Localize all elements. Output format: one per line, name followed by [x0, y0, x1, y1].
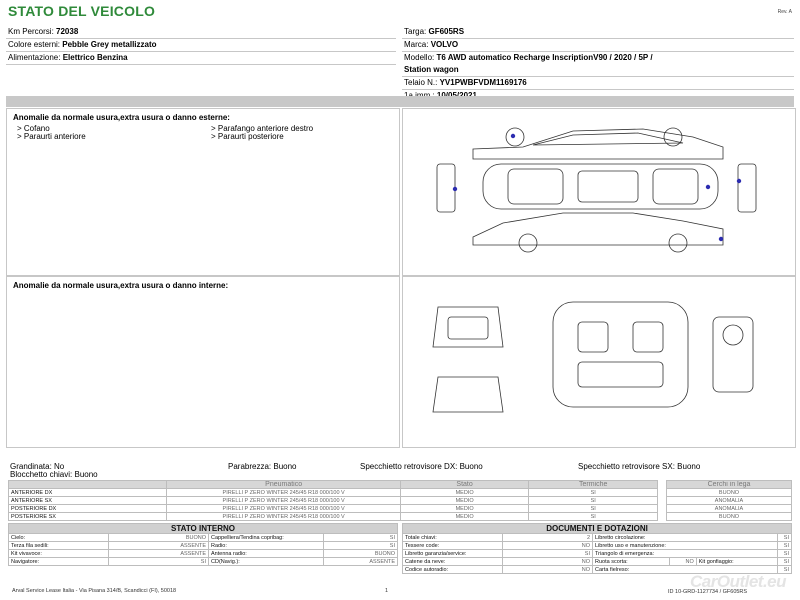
field-value: SI: [503, 550, 593, 558]
rim-state: BUONO: [667, 513, 792, 521]
field-label: Radio:: [209, 542, 324, 550]
table-header-row: [9, 481, 658, 489]
field-value: SI: [777, 566, 791, 574]
tire-model: PIRELLI P ZERO WINTER 245/45 R18 000/100 V: [167, 505, 400, 513]
field-value: NO: [503, 566, 593, 574]
hail-status: Grandinata: No: [10, 462, 65, 471]
info-row-plate: [402, 26, 794, 39]
info-row-brand: [402, 39, 794, 52]
tire-state: MEDIO: [400, 489, 528, 497]
external-damage-panel: [6, 108, 400, 276]
tire-position: ANTERIORE DX: [9, 489, 167, 497]
damage-item: > Parafango anteriore destro: [211, 124, 314, 133]
field-label: CD(Navig.):: [209, 558, 324, 566]
internal-damage-panel: [6, 276, 400, 448]
info-label: Alimentazione:: [8, 53, 61, 62]
car-top-view: [483, 164, 718, 209]
field-value: ASSENTE: [109, 550, 209, 558]
info-value: Pebble Grey metallizzato: [62, 40, 157, 49]
field-value: NO: [669, 558, 696, 566]
table-row: [9, 497, 658, 505]
field-label: Codice autoradio:: [403, 566, 503, 574]
documents-table: [402, 523, 792, 574]
rims-table: [666, 480, 792, 521]
field-value: SI: [777, 550, 791, 558]
car-side-view-right: [473, 128, 723, 159]
table-row: [9, 550, 398, 558]
info-label: Colore esterni:: [8, 40, 61, 49]
page-number: 1: [385, 588, 389, 594]
table-row: [9, 558, 398, 566]
field-label: Triangolo di emergenza:: [593, 550, 778, 558]
field-label: Terza fila sedili:: [9, 542, 109, 550]
rim-state: ANOMALIA: [667, 505, 792, 513]
column-header: Stato: [400, 481, 528, 489]
field-value: SI: [777, 534, 791, 542]
tire-model: PIRELLI P ZERO WINTER 245/45 R18 000/100 V: [167, 513, 400, 521]
mirror-left-status: Specchietto retrovisore SX: Buono: [578, 462, 701, 471]
info-label: Telaio N.:: [404, 78, 438, 87]
field-label: Ruota scorta:: [593, 558, 670, 566]
field-value: SI: [324, 534, 398, 542]
document-id: ID 10-GRD-1127734 / GF605RS: [668, 589, 748, 595]
key-block-status: Blocchetto chiavi: Buono: [10, 470, 98, 479]
damage-marker: [511, 134, 515, 138]
table-row: [403, 542, 792, 550]
field-value: 2: [503, 534, 593, 542]
car-front-view: [437, 164, 457, 212]
info-label: Marca:: [404, 40, 429, 49]
damage-item: > Paraurti anteriore: [17, 132, 86, 141]
interior-front-view: [433, 307, 503, 347]
interior-top-view: [553, 302, 688, 407]
info-row-model: [402, 52, 794, 64]
internal-state-table: [8, 523, 398, 566]
field-value: ASSENTE: [324, 558, 398, 566]
field-label: Cappelliera/Tendina copribag:: [209, 534, 324, 542]
tire-state: MEDIO: [400, 497, 528, 505]
info-value: T6 AWD automatico Recharge InscriptionV90 / 2020 / 5P /: [436, 53, 653, 62]
interior-rear-view: [433, 377, 503, 412]
field-value: BUONO: [109, 534, 209, 542]
tire-position: POSTERIORE SX: [9, 513, 167, 521]
info-row-km: [6, 26, 396, 39]
field-value: SI: [324, 542, 398, 550]
tire-thermal: SI: [529, 497, 658, 505]
field-value: ASSENTE: [109, 542, 209, 550]
column-header: Pneumatico: [167, 481, 400, 489]
internal-diagram-panel: [402, 276, 796, 448]
field-value: NO: [503, 558, 593, 566]
table-row: [9, 489, 658, 497]
footer-address: Arval Service Lease Italia - Via Pisana 314/B, Scandicci (FI), 50018: [12, 588, 177, 594]
info-row-vin: [402, 77, 794, 90]
car-rear-view: [737, 164, 756, 212]
field-value: NO: [503, 542, 593, 550]
table-row: [403, 534, 792, 542]
info-value: YV1PWBFVDM1169176: [439, 78, 527, 87]
section-header: DOCUMENTI E DOTAZIONI: [403, 524, 792, 534]
info-value: GF605RS: [428, 27, 465, 36]
field-label: Tessere code:: [403, 542, 503, 550]
watermark-logo: CarOutlet.eu: [690, 572, 787, 591]
field-value: SI: [109, 558, 209, 566]
info-row-color: [6, 39, 396, 52]
table-row: [9, 505, 658, 513]
page-title: STATO DEL VEICOLO: [8, 3, 156, 19]
info-label: Modello:: [404, 53, 435, 62]
tire-model: PIRELLI P ZERO WINTER 245/45 R18 000/100 V: [167, 497, 400, 505]
external-diagram-panel: [402, 108, 796, 276]
tire-position: ANTERIORE SX: [9, 497, 167, 505]
damage-marker: [719, 237, 723, 241]
section-header: STATO INTERNO: [9, 524, 398, 534]
mirror-right-status: Specchietto retrovisore DX: Buono: [360, 462, 483, 471]
info-value: 72038: [56, 27, 79, 36]
field-value: BUONO: [324, 550, 398, 558]
info-value: Station wagon: [404, 65, 459, 74]
section-divider: [6, 96, 794, 107]
field-label: Libretto circolazione:: [593, 534, 778, 542]
vehicle-info-right: [402, 26, 794, 103]
windshield-status: Parabrezza: Buono: [228, 462, 297, 471]
table-row: [403, 558, 792, 566]
tire-model: PIRELLI P ZERO WINTER 245/45 R18 000/100 V: [167, 489, 400, 497]
internal-damage-title: Anomalie da normale usura,extra usura o danno interne:: [13, 281, 229, 290]
field-label: Libretto uso e manutenzione:: [593, 542, 778, 550]
column-header: Termiche: [529, 481, 658, 489]
field-value: SI: [777, 542, 791, 550]
damage-item: > Paraurti posteriore: [211, 132, 284, 141]
tire-state: MEDIO: [400, 505, 528, 513]
revision-label: Rev. A: [777, 9, 792, 15]
vehicle-info-left: [6, 26, 396, 65]
car-exterior-diagram: [403, 109, 795, 275]
field-label: Catene da neve:: [403, 558, 503, 566]
steering-wheel-view: [713, 317, 753, 392]
tire-position: POSTERIORE DX: [9, 505, 167, 513]
table-row: [9, 534, 398, 542]
external-damage-title: Anomalie da normale usura,extra usura o danno esterne:: [13, 113, 230, 122]
table-row: [9, 542, 398, 550]
tire-thermal: SI: [529, 513, 658, 521]
column-header: Cerchi in lega: [667, 481, 792, 489]
tire-state: MEDIO: [400, 513, 528, 521]
rim-state: BUONO: [667, 489, 792, 497]
damage-marker: [453, 187, 457, 191]
info-row-fuel: [6, 52, 396, 65]
damage-marker: [706, 185, 710, 189]
damage-marker: [737, 179, 741, 183]
field-label: Libretto garanzia/service:: [403, 550, 503, 558]
table-row: [9, 513, 658, 521]
field-label: Carta fielreso:: [593, 566, 778, 574]
info-row-model-cont: [402, 64, 794, 77]
field-label: Cielo:: [9, 534, 109, 542]
info-value: Elettrico Benzina: [62, 53, 128, 62]
info-value: VOLVO: [430, 40, 459, 49]
rim-state: ANOMALIA: [667, 497, 792, 505]
info-label: Targa:: [404, 27, 427, 36]
field-label: Kit gonfiaggio:: [696, 558, 777, 566]
field-label: Navigatore:: [9, 558, 109, 566]
tires-table: [8, 480, 658, 521]
tire-thermal: SI: [529, 489, 658, 497]
damage-item: > Cofano: [17, 124, 50, 133]
car-interior-diagram: [403, 277, 795, 447]
car-side-view-left: [473, 213, 723, 252]
field-label: Totale chiavi:: [403, 534, 503, 542]
tire-thermal: SI: [529, 505, 658, 513]
table-row: [403, 550, 792, 558]
info-label: Km Percorsi:: [8, 27, 54, 36]
field-value: SI: [777, 558, 791, 566]
field-label: Antenna radio:: [209, 550, 324, 558]
field-label: Kit vivavoce:: [9, 550, 109, 558]
